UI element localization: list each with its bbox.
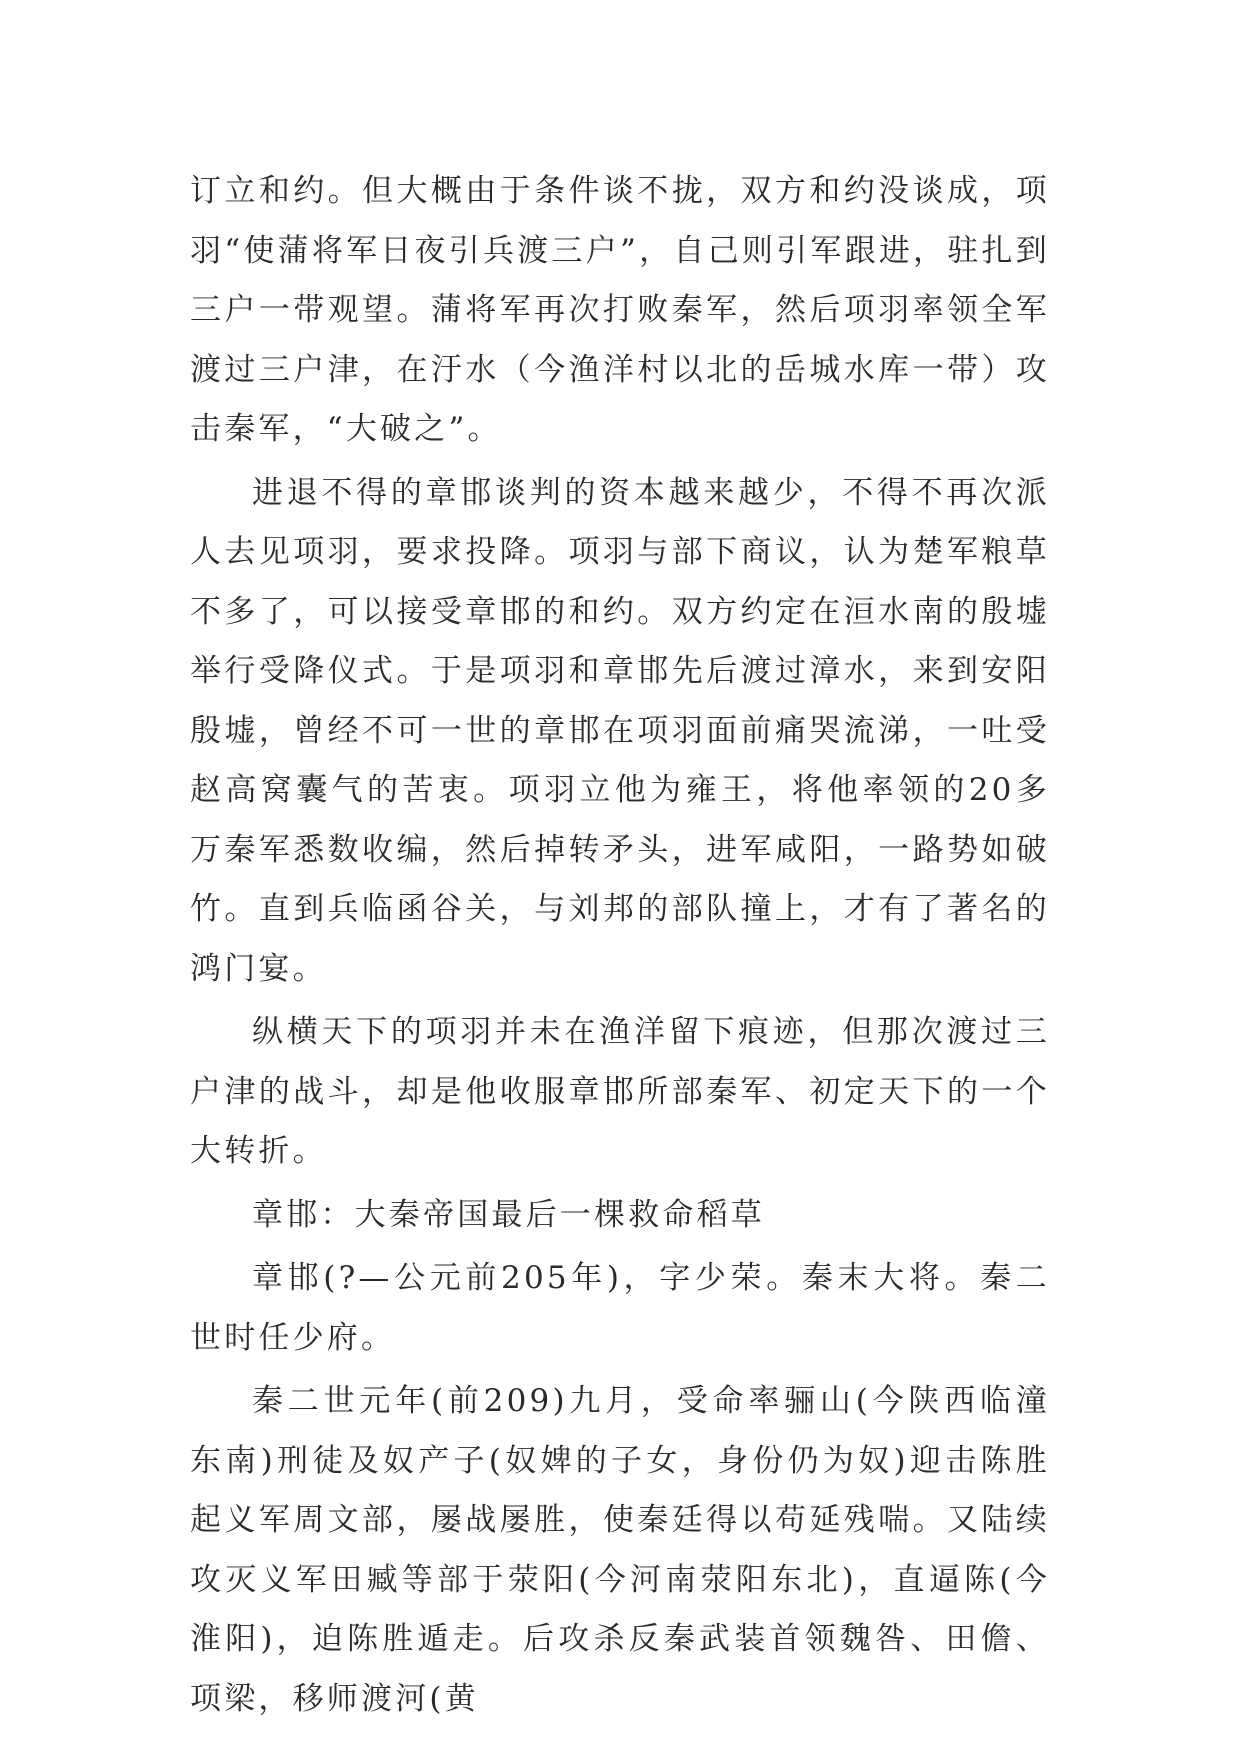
section-heading: 章邯：大秦帝国最后一棵救命稻草 — [252, 1196, 765, 1233]
paragraph-4: 章邯(?—公元前205年)，字少荣。秦末大将。秦二世时任少府。 — [190, 1260, 1050, 1356]
body-text — [190, 162, 1050, 1733]
paragraph-2: 进退不得的章邯谈判的资本越来越少，不得不再次派人去见项羽，要求投降。项羽与部下商议，认为楚军粮草不多了，可以接受章邯的和约。双方约定在洹水南的殷墟举行受降仪式。于是项羽和章邯先后渡过漳水，来到安阳殷墟，曾经不可一世的章邯在项羽面前痛哭流涕，一吐受赵高窝囊气的苦衷。项羽立他为雍王，将他率领的20多万秦军悉数收编，然后掉转矛头，进军咸阳，一路势如破竹。直到兵临函谷关，与刘邦的部队撞上，才有了著名的鸿门宴。 — [190, 474, 1050, 987]
paragraph-1: 订立和约。但大概由于条件谈不拢，双方和约没谈成，项羽“使蒲将军日夜引兵渡三户”，自己则引军跟进，驻扎到三户一带观望。蒲将军再次打败秦军，然后项羽率领全军渡过三户津，在汙水（今渔洋村以北的岳城水库一带）攻击秦军，“大破之”。 — [190, 173, 1050, 447]
paragraph-5: 秦二世元年(前209)九月，受命率骊山(今陕西临潼东南)刑徒及奴产子(奴婢的子女，身份仍为奴)迎击陈胜起义军周文部，屡战屡胜，使秦廷得以苟延残喘。又陆续攻灭义军田臧等部于荥阳(今河南荥阳东北)，直逼陈(今淮阳)，迫陈胜遁走。后攻杀反秦武装首领魏咎、田儋、项梁，移师渡河(黄 — [190, 1383, 1050, 1717]
paragraph-3: 纵横天下的项羽并未在渔洋留下痕迹，但那次渡过三户津的战斗，却是他收服章邯所部秦军、初定天下的一个大转折。 — [190, 1014, 1050, 1169]
